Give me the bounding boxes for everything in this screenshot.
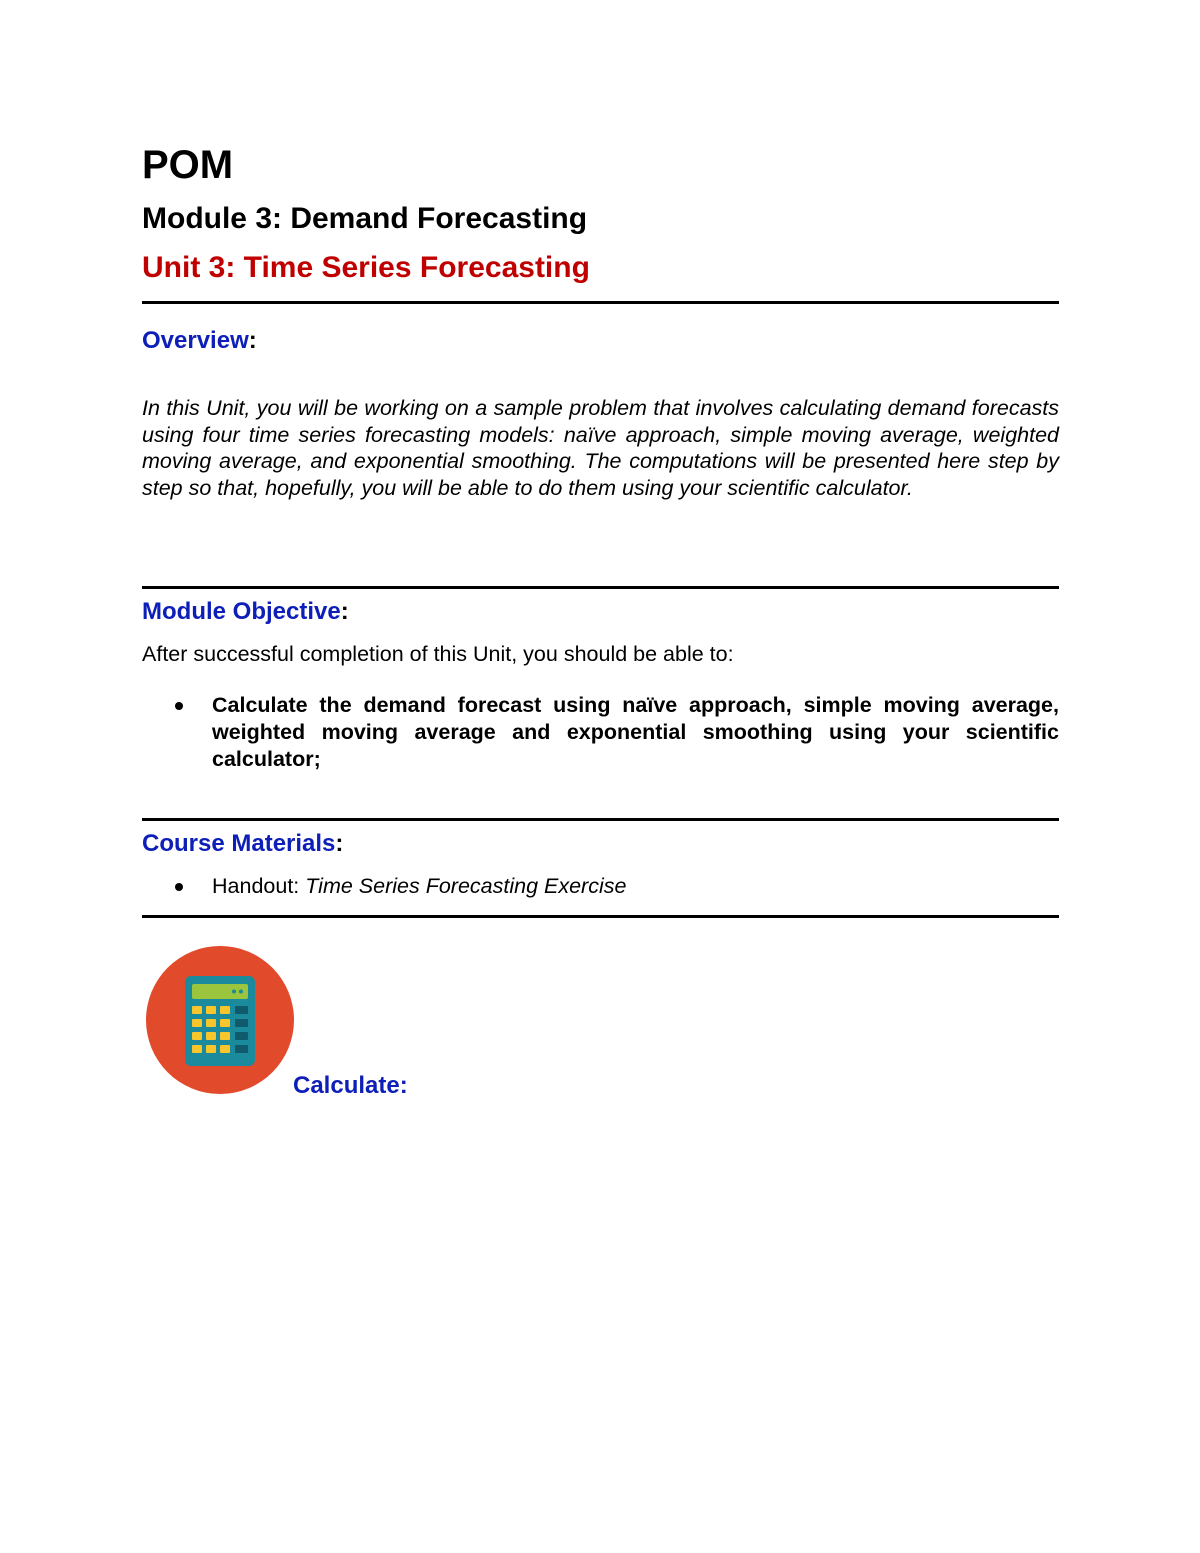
overview-heading-label: Overview (142, 327, 249, 354)
bullet-icon (175, 702, 183, 710)
handout-title: Time Series Forecasting Exercise (305, 874, 627, 898)
materials-heading (142, 829, 343, 859)
overview-heading-colon: : (248, 327, 257, 354)
objective-list (142, 692, 1059, 773)
module-title: Module 3: Demand Forecasting (142, 202, 588, 235)
calculator-icon (146, 946, 294, 1094)
materials-heading-colon: : (335, 830, 344, 857)
list-item (142, 692, 1059, 773)
divider (142, 586, 1059, 589)
materials-item-prefix: Handout: (212, 874, 306, 898)
document-title: POM (142, 143, 234, 187)
objective-heading-label: Module Objective (142, 598, 341, 625)
materials-heading-label: Course Materials (142, 830, 336, 857)
bullet-icon (175, 883, 183, 891)
overview-paragraph: In this Unit, you will be working on a sample problem that involves calculating demand forecasts using four time series forecasting models: naïve approach, simple moving average, weighted moving average, and exponential smoothing. The computations will be presented here step by step so that, hopefully, you will be able to do them using your scientific calculator. (142, 396, 1059, 500)
materials-list (142, 873, 1059, 900)
list-item (142, 873, 1059, 900)
divider (142, 818, 1059, 821)
calculate-heading: Calculate: (293, 1072, 408, 1099)
divider (142, 915, 1059, 918)
objective-heading-colon: : (340, 598, 349, 625)
objective-item-text: Calculate the demand forecast using naïve approach, simple moving average, weighted moving average and exponential smoothing using your scientific calculator; (212, 693, 1059, 771)
objective-intro: After successful completion of this Unit, you should be able to: (142, 642, 734, 666)
unit-title: Unit 3: Time Series Forecasting (142, 251, 590, 284)
divider (142, 301, 1059, 304)
objective-heading (142, 597, 349, 627)
overview-heading (142, 326, 257, 356)
